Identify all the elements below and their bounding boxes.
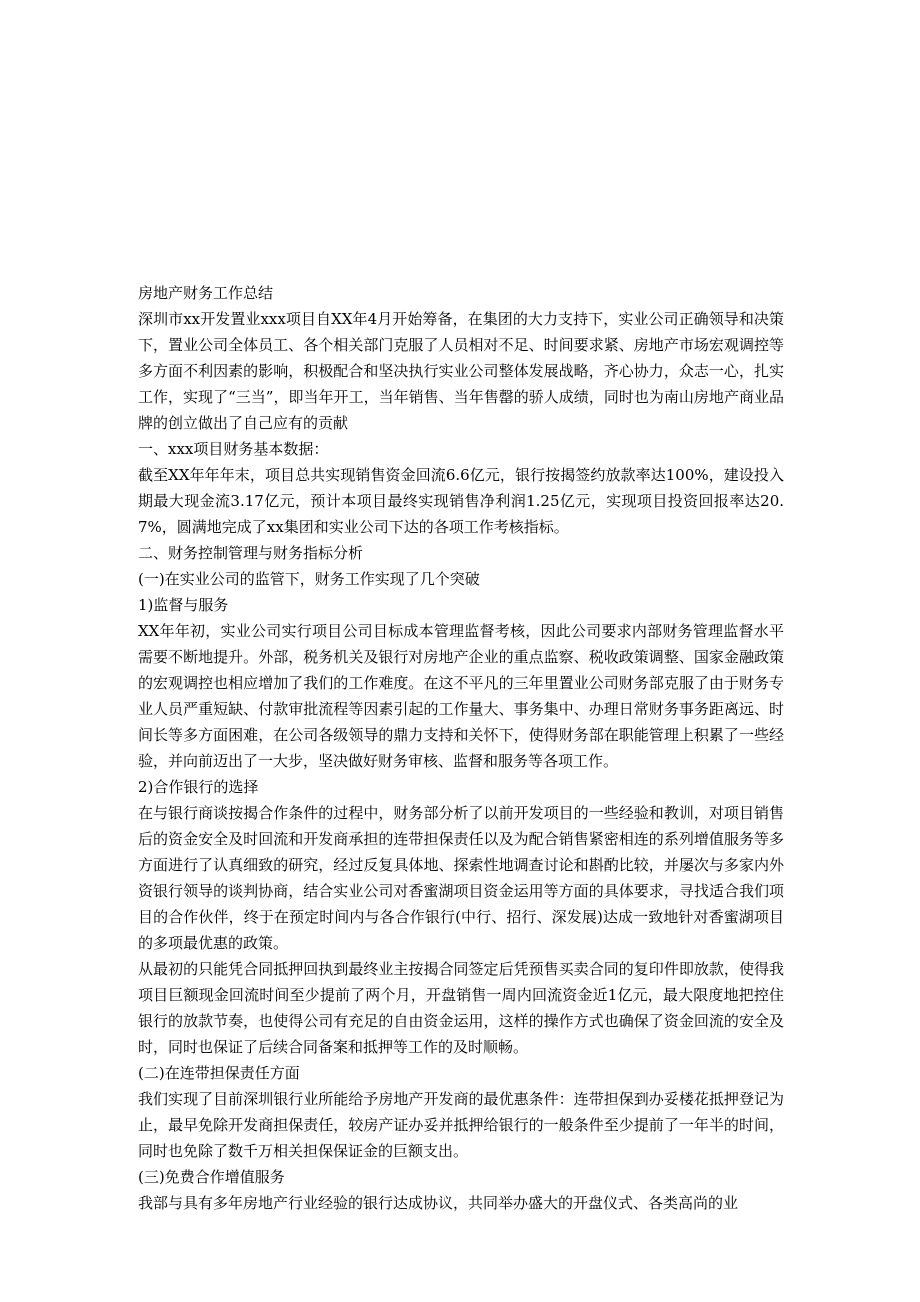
paragraph-guarantee: 我们实现了目前深圳银行业所能给予房地产开发商的最优惠条件：连带担保到办妥楼花抵押登记为止，最早免除开发商担保责任，较房产证办妥并抵押给银行的一般条件至少提前了一年半的时间，同时也免除了数千万相关担保保证金的巨额支出。	[138, 1090, 784, 1160]
paragraph-supervision: XX年年初，实业公司实行项目公司目标成本管理监督考核，因此公司要求内部财务管理监督水平需要不断地提升。外部，税务机关及银行对房地产企业的重点监察、税收政策调整、国家金融政策的宏观调控也相应增加了我们的工作难度。在这不平凡的三年里置业公司财务部克服了由于财务专业人员严重短缺、付款审批流程等因素引起的工作量大、事务集中、办理日常财务事务距离远、时间长等多方面困难，在公司各级领导的鼎力支持和关怀下，使得财务部在职能管理上积累了一些经验，并向前迈出了一大步，坚决做好财务审核、监督和服务等各项工作。	[138, 622, 784, 770]
item-heading-bank-selection: 2)合作银行的选择	[138, 778, 259, 796]
section-heading-1: 一、xxx项目财务基本数据：	[138, 440, 329, 458]
document-title: 房地产财务工作总结	[138, 284, 274, 302]
document-body	[138, 280, 784, 1216]
paragraph-intro: 深圳市xx开发置业xxx项目自XX年4月开始筹备，在集团的大力支持下，实业公司正确领导和决策下，置业公司全体员工、各个相关部门克服了人员相对不足、时间要求紧、房地产市场宏观调控等多方面不利因素的影响，积极配合和坚决执行实业公司整体发展战略，齐心协力，众志一心，扎实工作，实现了“三当”，即当年开工，当年销售、当年售罄的骄人成绩，同时也为南山房地产商业品牌的创立做出了自己应有的贡献	[138, 310, 784, 432]
subsection-heading-2: (二)在连带担保责任方面	[138, 1064, 300, 1082]
section-heading-2: 二、财务控制管理与财务指标分析	[138, 544, 364, 562]
paragraph-financial-data: 截至XX年年年末，项目总共实现销售资金回流6.6亿元，银行按揭签约放款率达100%，建设投入期最大现金流3.17亿元，预计本项目最终实现销售净利润1.25亿元，实现项目投资回报率达20.7%，圆满地完成了xx集团和实业公司下达的各项工作考核指标。	[138, 466, 784, 536]
paragraph-bank-selection: 在与银行商谈按揭合作条件的过程中，财务部分析了以前开发项目的一些经验和教训，对项目销售后的资金安全及时回流和开发商承担的连带担保责任以及为配合销售紧密相连的系列增值服务等多方面进行了认真细致的研究，经过反复具体地、探索性地调查讨论和斟酌比较，并屡次与多家内外资银行领导的谈判协商，结合实业公司对香蜜湖项目资金运用等方面的具体要求，寻找适合我们项目的合作伙伴，终于在预定时间内与各合作银行(中行、招行、深发展)达成一致地针对香蜜湖项目的多项最优惠的政策。	[138, 804, 784, 952]
subsection-heading-1: (一)在实业公司的监管下，财务工作实现了几个突破	[138, 570, 480, 588]
paragraph-value-added: 我部与具有多年房地产行业经验的银行达成协议，共同举办盛大的开盘仪式、各类高尚的业	[138, 1194, 739, 1212]
subsection-heading-3: (三)免费合作增值服务	[138, 1168, 285, 1186]
item-heading-supervision: 1)监督与服务	[138, 596, 229, 614]
paragraph-loan-release: 从最初的只能凭合同抵押回执到最终业主按揭合同签定后凭预售买卖合同的复印件即放款，使得我项目巨额现金回流时间至少提前了两个月，开盘销售一周内回流资金近1亿元，最大限度地把控住银行的放款节奏，也使得公司有充足的自由资金运用，这样的操作方式也确保了资金回流的安全及时，同时也保证了后续合同备案和抵押等工作的及时顺畅。	[138, 960, 784, 1056]
